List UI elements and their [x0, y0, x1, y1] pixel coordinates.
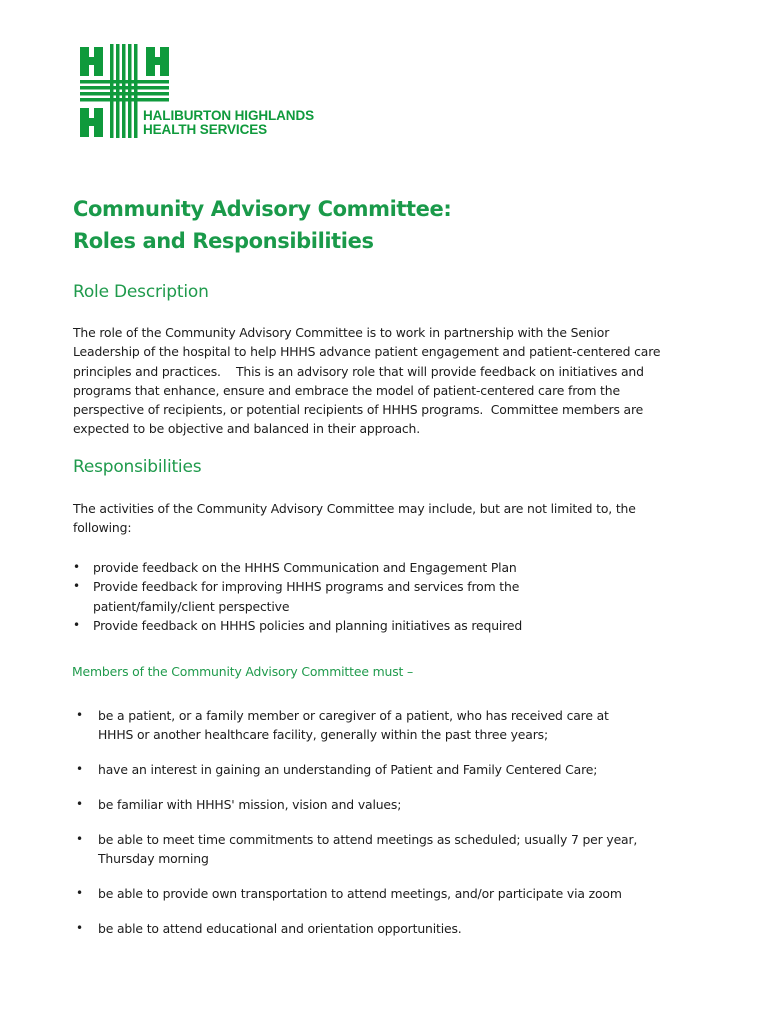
role-description-line: perspective of recipients, or potential recipients of HHHS programs. Committee members are [73, 402, 644, 418]
list-item-line: provide feedback on the HHHS Communication and Engagement Plan [93, 560, 517, 575]
page-title-line-2: Roles and Responsibilities [73, 229, 374, 253]
logo-line-1: HALIBURTON HIGHLANDS [143, 108, 314, 123]
list-item-line: patient/family/client perspective [93, 598, 290, 614]
list-item [76, 830, 698, 869]
bullet-icon: • [73, 617, 80, 632]
bullet-icon: • [76, 921, 83, 935]
list-item [76, 919, 698, 938]
list-item-line: have an interest in gaining an understanding of Patient and Family Centered Care; [98, 762, 598, 777]
role-description-line: The role of the Community Advisory Committee is to work in partnership with the Senior [73, 325, 610, 340]
responsibilities-intro [73, 499, 703, 538]
logo-wordmark [143, 109, 314, 137]
role-description-line: expected to be objective and balanced in their approach. [73, 421, 421, 437]
list-item [73, 558, 693, 577]
bullet-icon: • [76, 832, 83, 846]
bullet-icon: • [73, 579, 80, 594]
bullet-icon: • [76, 886, 83, 900]
list-item-line: Thursday morning [98, 851, 209, 867]
bullet-icon: • [76, 762, 83, 776]
list-item [76, 795, 698, 814]
role-description-heading: Role Description [73, 282, 209, 302]
responsibilities-intro-line: The activities of the Community Advisory Committee may include, but are not limited to, the [73, 501, 636, 516]
bullet-icon: • [73, 560, 80, 574]
role-description-paragraph [73, 323, 703, 439]
list-item-line: be a patient, or a family member or caregiver of a patient, who has received care at [98, 708, 609, 723]
bullet-icon: • [76, 708, 83, 722]
logo-line-2: HEALTH SERVICES [143, 122, 268, 137]
role-description-line: Leadership of the hospital to help HHHS advance patient engagement and patient-centered care [73, 344, 661, 360]
list-item-line: be able to provide own transportation to attend meetings, and/or participate via zoom [98, 886, 622, 901]
members-heading: Members of the Community Advisory Committee must – [72, 664, 414, 679]
page-title-line-1: Community Advisory Committee: [73, 197, 452, 221]
responsibilities-intro-line: following: [73, 520, 132, 536]
list-item [76, 884, 698, 903]
list-item-line: HHHS or another healthcare facility, generally within the past three years; [98, 727, 548, 743]
list-item-line: be able to attend educational and orientation opportunities. [98, 921, 462, 936]
responsibilities-heading: Responsibilities [73, 457, 202, 477]
page-title [73, 193, 451, 257]
list-item [76, 706, 698, 745]
role-description-line: programs that enhance, ensure and embrace the model of patient-centered care from the [73, 382, 620, 398]
list-item-line: Provide feedback for improving HHHS programs and services from the [93, 579, 520, 595]
list-item [73, 577, 693, 616]
list-item-line: be able to meet time commitments to attend meetings as scheduled; usually 7 per year, [98, 832, 638, 847]
list-item-line: be familiar with HHHS' mission, vision and values; [98, 797, 402, 812]
hhhs-logo [80, 44, 340, 140]
bullet-icon: • [76, 797, 83, 811]
responsibilities-list [73, 558, 693, 635]
list-item [73, 616, 693, 635]
role-description-line: principles and practices. This is an advisory role that will provide feedback on initiatives and [73, 363, 644, 379]
list-item [76, 760, 698, 779]
list-item-line: Provide feedback on HHHS policies and planning initiatives as required [93, 617, 523, 633]
